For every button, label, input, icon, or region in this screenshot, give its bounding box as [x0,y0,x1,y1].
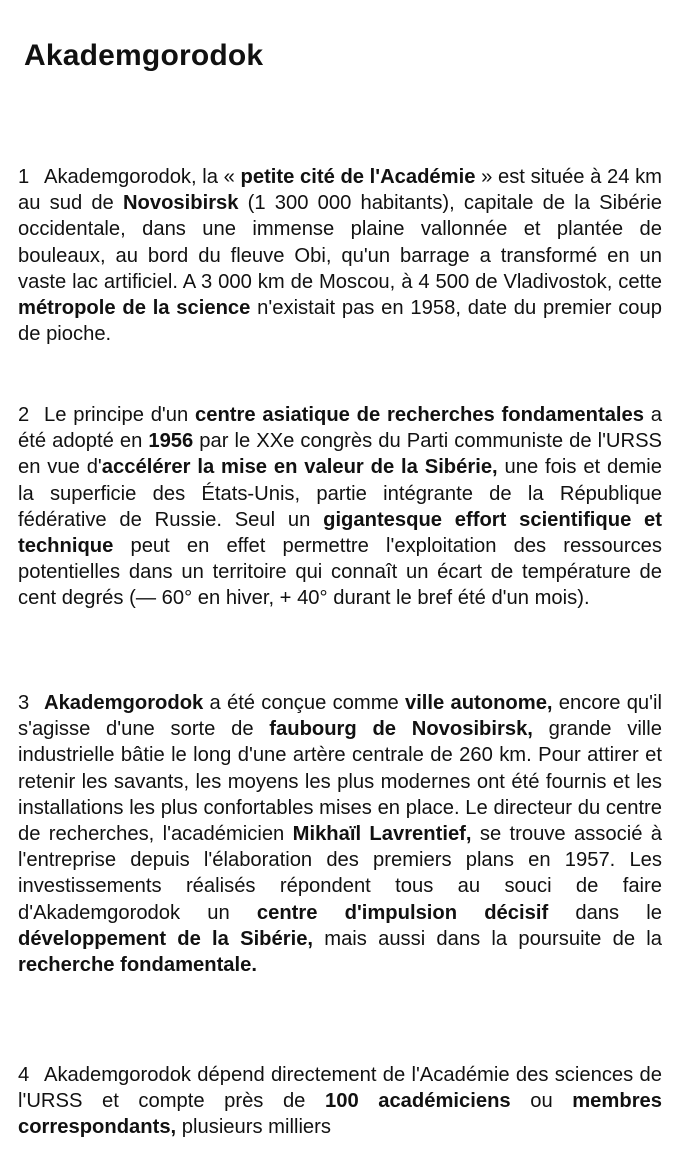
paragraph-number: 1 [18,166,30,188]
body-text: (1 300 000 habitants), capitale de la Sibérie occidentale, dans une immense plaine vallonnée et plantée de bouleaux, au bord du fleuve Obi, qu'un barrage a transformé en un vaste lac artificiel. A 3 000 km de Moscou, à 4 500 de Vladivostok, cette [18,192,662,293]
body-text: encore qu'il s'agisse d'une sorte de [18,692,662,741]
body-text: par le XXe congrès du Parti communiste de l'URSS en vue d' [18,430,663,479]
body-text: se trouve associé à l'entreprise depuis l'élaboration des premiers plans en 1957. Les investissements réalisés répondent tous au souci de faire d'Akademgorodok un [18,823,662,924]
paragraph-number: 3 [18,692,30,714]
emphasis-text: ville autonome, [404,692,553,714]
body-text: a été adopté en [18,404,662,453]
body-text: dans le [548,901,662,924]
paragraph-2 [18,402,662,612]
emphasis-text: centre d'impulsion décisif [256,901,549,924]
body-text: une fois et demie la superficie des États-Unis, partie intégrante de la République fédérative de Russie. Seul un [18,456,662,531]
emphasis-text: développement de la Sibérie, [18,927,314,950]
body-text: peut en effet permettre l'exploitation des ressources potentielles dans un territoire qui connaît un écart de température de cent degrés (— 60° en hiver, + 40° durant le bref été d'un mois). [18,535,662,610]
body-text: mais aussi dans la poursuite de la [313,927,662,950]
emphasis-text: centre asiatique de recherches fondamentales [195,404,644,426]
emphasis-text: Novosibirsk [122,192,239,215]
body-text: a été conçue comme [203,692,405,714]
emphasis-text: Mikhaïl Lavrentief, [292,823,472,846]
body-text: ou [510,1090,573,1113]
body-text: Akademgorodok dépend directement de l'Académie des sciences de l'URSS et compte près de [18,1064,662,1113]
emphasis-text: accélérer la mise en valeur de la Sibérie, [101,456,498,479]
emphasis-text: recherche fondamentale. [18,954,257,977]
body-text: plusieurs milliers [176,1116,331,1139]
emphasis-text: membres correspondants, [18,1090,663,1139]
emphasis-text: faubourg de Novosibirsk, [269,718,533,741]
emphasis-text: 1956 [148,430,194,453]
emphasis-text: 100 académiciens [324,1090,511,1113]
paragraph-1 [18,164,662,347]
body-text: n'existait pas en 1958, date du premier coup de pioche. [18,297,662,346]
paragraph-number: 2 [18,404,30,426]
paragraph-4 [18,1062,662,1141]
emphasis-text: gigantesque effort scientifique et technique [18,508,663,558]
body-text: Akademgorodok, la « [44,166,241,188]
body-text: » est située à 24 km au sud de [18,166,662,215]
emphasis-text: Akademgorodok [44,692,204,714]
emphasis-text: métropole de la science [18,297,251,320]
page-title: Akademgorodok [24,39,264,72]
paragraph-number: 4 [18,1064,30,1086]
body-text: Le principe d'un [44,404,196,426]
paragraph-3 [18,690,662,978]
body-text: grande ville industrielle bâtie le long d'une artère centrale de 260 km. Pour attirer et retenir les savants, les moyens les plus modernes ont été fournis et les installations les plus confortables mises en place. Le directeur du centre de recherches, l'académicien [18,718,662,846]
emphasis-text: petite cité de l'Académie [240,166,476,188]
